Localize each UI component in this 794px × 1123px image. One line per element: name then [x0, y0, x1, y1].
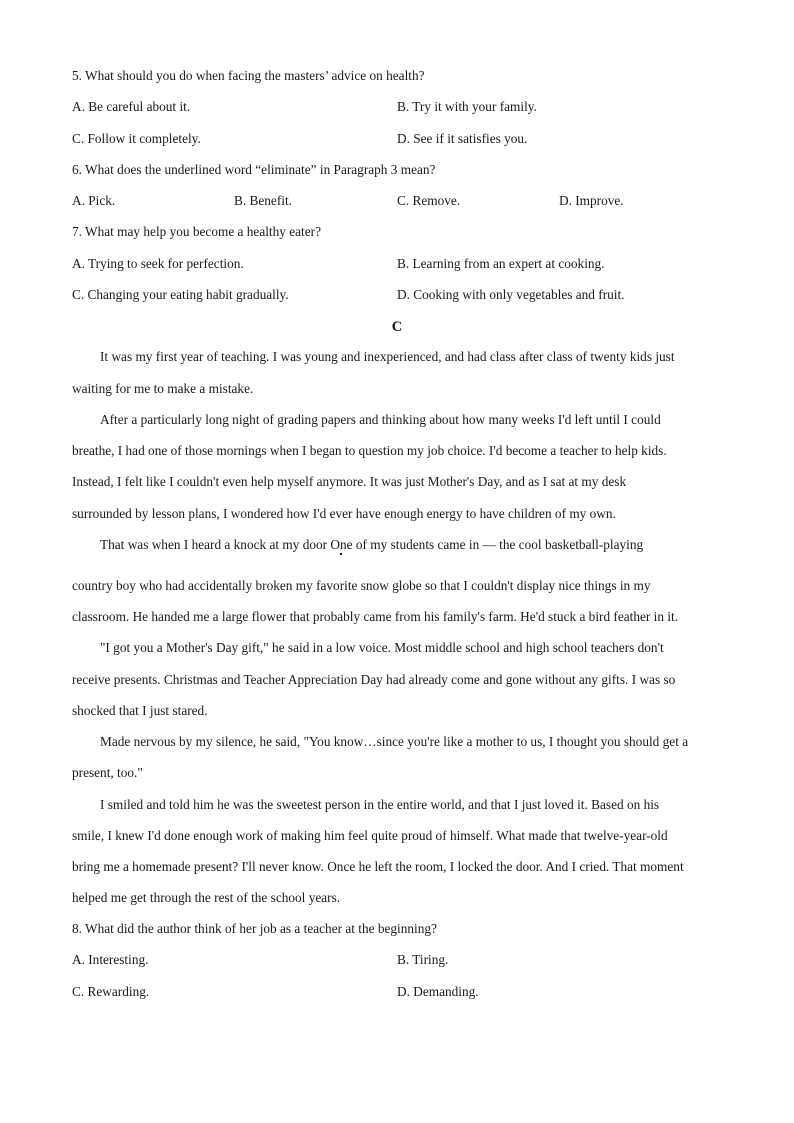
section-heading: C	[391, 319, 403, 335]
question-8: 8. What did the author think of her job as a teacher at the beginning?	[72, 921, 437, 936]
passage-line: shocked that I just stared.	[72, 703, 208, 718]
passage-line: country boy who had accidentally broken my favorite snow globe so that I couldn't display nice things in my	[72, 578, 651, 593]
passage-line: smile, I knew I'd done enough work of making him feel quite proud of himself. What made that twelve-year-old	[72, 828, 668, 843]
passage-line: helped me get through the rest of the school years.	[72, 890, 341, 905]
question-6: 6. What does the underlined word “eliminate” in Paragraph 3 mean?	[72, 162, 436, 177]
q7-option-b: B. Learning from an expert at cooking.	[397, 256, 605, 271]
passage-line: waiting for me to make a mistake.	[72, 381, 254, 396]
passage-line: After a particularly long night of grading papers and thinking about how many weeks I'd left until I could	[100, 412, 661, 427]
passage-line: bring me a homemade present? I'll never know. Once he left the room, I locked the door. And I cried. That moment	[72, 859, 684, 874]
q8-option-a: A. Interesting.	[72, 952, 149, 967]
passage-line: present, too."	[72, 765, 143, 780]
passage-line: That was when I heard a knock at my door One of my students came in — the cool basketball-playing	[100, 537, 644, 552]
passage-line: receive presents. Christmas and Teacher Appreciation Day had already come and gone without any gifts. I was so	[72, 672, 676, 687]
passage-line: Made nervous by my silence, he said, "You know…since you're like a mother to us, I thought you should get a	[100, 734, 689, 749]
q6-option-a: A. Pick.	[72, 193, 116, 208]
q8-option-c: C. Rewarding.	[72, 984, 150, 999]
passage-line: classroom. He handed me a large flower that probably came from his family's farm. He'd stuck a bird feather in it.	[72, 609, 679, 624]
q5-option-d: D. See if it satisfies you.	[397, 131, 528, 146]
passage-line: I smiled and told him he was the sweetest person in the entire world, and that I just loved it. Based on his	[100, 797, 660, 812]
q5-option-a: A. Be careful about it.	[72, 99, 191, 114]
q7-option-d: D. Cooking with only vegetables and fruit.	[397, 287, 625, 302]
passage-line: "I got you a Mother's Day gift," he said in a low voice. Most middle school and high school teachers don't	[100, 640, 664, 655]
q6-option-d: D. Improve.	[559, 193, 624, 208]
q7-option-c: C. Changing your eating habit gradually.	[72, 287, 289, 302]
q6-option-b: B. Benefit.	[234, 193, 292, 208]
q8-option-b: B. Tiring.	[397, 952, 449, 967]
q6-option-c: C. Remove.	[397, 193, 461, 208]
q7-option-a: A. Trying to seek for perfection.	[72, 256, 244, 271]
question-5: 5. What should you do when facing the masters’ advice on health?	[72, 68, 425, 83]
q5-option-c: C. Follow it completely.	[72, 131, 201, 146]
passage-line: Instead, I felt like I couldn't even help myself anymore. It was just Mother's Day, and as I sat at my desk	[72, 474, 627, 489]
punctuation-mark	[340, 553, 342, 555]
passage-line: surrounded by lesson plans, I wondered how I'd ever have enough energy to have children of my own.	[72, 506, 616, 521]
passage-line: breathe, I had one of those mornings when I began to question my job choice. I'd become a teacher to help kids.	[72, 443, 667, 458]
passage-line: It was my first year of teaching. I was young and inexperienced, and had class after class of twenty kids just	[100, 349, 675, 364]
question-7: 7. What may help you become a healthy eater?	[72, 224, 321, 239]
q5-option-b: B. Try it with your family.	[397, 99, 537, 114]
q8-option-d: D. Demanding.	[397, 984, 479, 999]
